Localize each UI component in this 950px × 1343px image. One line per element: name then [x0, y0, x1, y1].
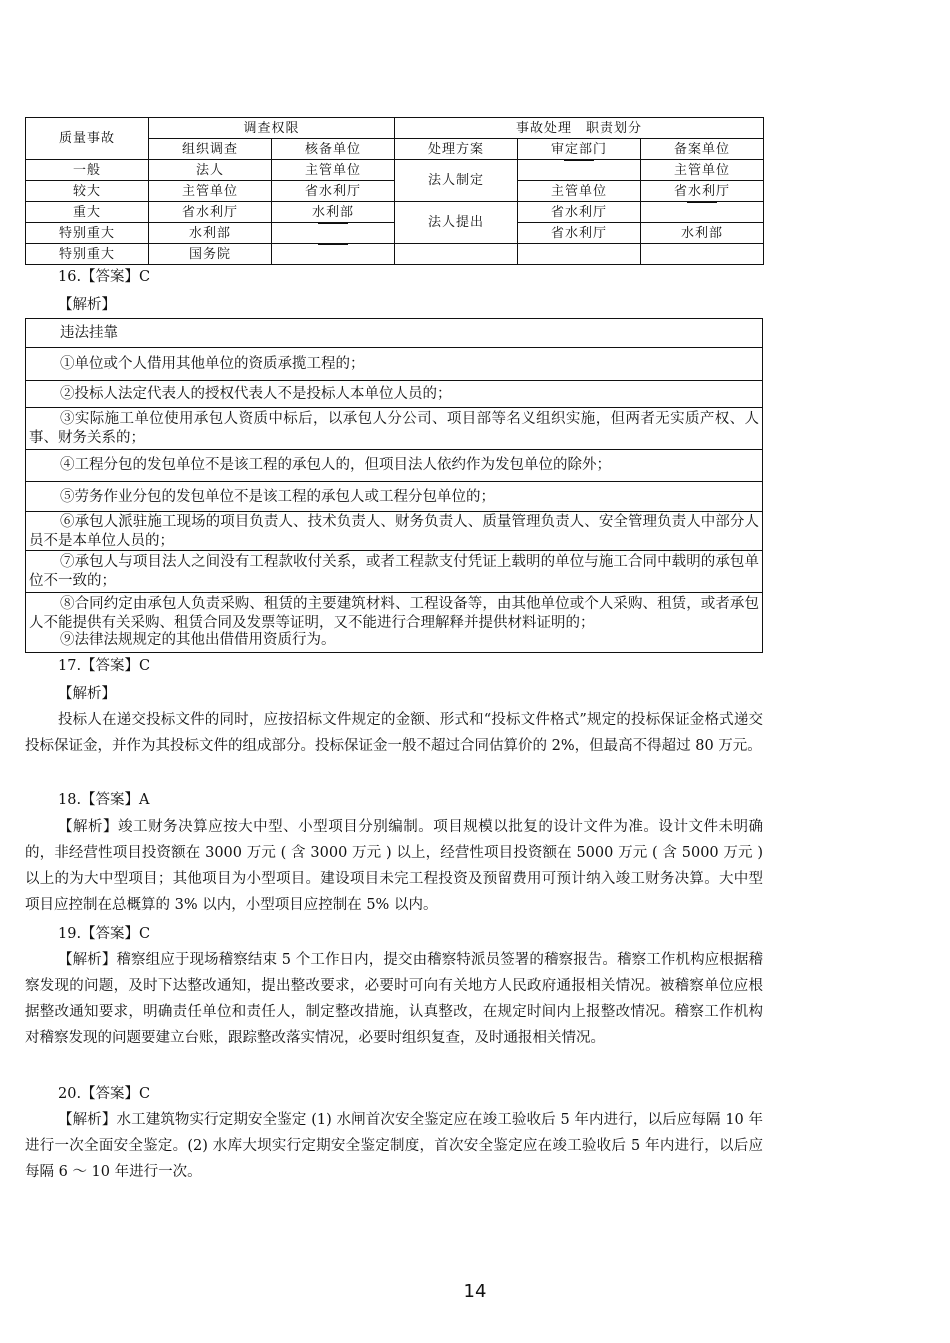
table-cell: 主管单位: [641, 160, 764, 181]
q17-answer: 17.【答案】C: [58, 658, 151, 674]
table-cell: 特别重大: [26, 223, 149, 244]
list-item: ③实际施工单位使用承包人资质中标后，以承包人分公司、项目部等名义组织实施，但两者无实质产权、人事、财务关系的；: [26, 408, 762, 450]
table-cell: 省水利厅: [518, 223, 641, 244]
table-cell: 省水利厅: [272, 181, 395, 202]
table-cell: [272, 244, 395, 265]
table-cell: 水利部: [641, 223, 764, 244]
subheader-record-unit: 核备单位: [272, 139, 395, 160]
table-cell: 省水利厅: [149, 202, 272, 223]
table-cell: 法人提出: [395, 202, 518, 244]
list-item: ①单位或个人借用其他单位的资质承揽工程的；: [26, 348, 762, 381]
list-item: ⑨法律法规规定的其他出借借用资质行为。: [60, 632, 336, 648]
table-row: [26, 244, 764, 265]
dash-mark: [318, 223, 348, 243]
q17-analysis-text: 投标人在递交投标文件的同时，应按招标文件规定的金额、形式和“投标文件格式”规定的投标保证金格式递交投标保证金，并作为其投标文件的组成部分。投标保证金一般不超过合同估算价的 2%，但最高不得超过 80 万元。: [25, 712, 763, 754]
table-cell: 法人制定: [395, 160, 518, 202]
table-cell: [641, 244, 764, 265]
quality-accident-table: [25, 117, 764, 265]
page-number: 14: [463, 1281, 487, 1302]
table-cell: 主管单位: [149, 181, 272, 202]
table-cell: 较大: [26, 181, 149, 202]
q19-answer: 19.【答案】C: [58, 926, 151, 942]
q20-answer: 20.【答案】C: [58, 1086, 151, 1102]
table-cell: 省水利厅: [518, 202, 641, 223]
list-item: ⑤劳务作业分包的发包单位不是该工程的承包人或工程分包单位的；: [26, 482, 762, 512]
q16-answer: 16.【答案】C: [58, 269, 151, 285]
subheader-handling-plan: 处理方案: [395, 139, 518, 160]
q20-analysis-text: 【解析】水工建筑物实行定期安全鉴定 (1) 水闸首次安全鉴定应在竣工验收后 5 年内进行，以后应每隔 10 年进行一次全面安全鉴定。(2) 水库大坝实行定期安全鉴定制度，首次安全鉴定应在竣工验收后 5 年内进行，以后应每隔 6 ～ 10 年进行一次。: [25, 1112, 763, 1180]
table-cell: 一般: [26, 160, 149, 181]
table-row: [26, 202, 764, 223]
list-item: ⑦承包人与项目法人之间没有工程款收付关系，或者工程款支付凭证上载明的单位与施工合同中载明的承包单位不一致的；: [26, 551, 762, 593]
list-item: ②投标人法定代表人的授权代表人不是投标人本单位人员的；: [26, 381, 762, 408]
table-cell: 国务院: [149, 244, 272, 265]
q16-analysis-label: 【解析】: [58, 297, 116, 313]
subheader-organize: 组织调查: [149, 139, 272, 160]
list-item: ⑧合同约定由承包人负责采购、租赁的主要建筑材料、工程设备等，由其他单位或个人采购、租赁，或者承包人不能提供有关采购、租赁合同及发票等证明，又不能进行合理解释并提供材料证明的；: [29, 596, 759, 631]
list-item: ⑥承包人派驻施工现场的项目负责人、技术负责人、财务负责人、质量管理负责人、安全管理负责人中部分人员不是本单位人员的；: [26, 512, 762, 551]
table-cell: 主管单位: [272, 160, 395, 181]
table-cell: [518, 244, 641, 265]
q17-analysis-label: 【解析】: [58, 686, 116, 702]
subheader-approve-dept: 审定部门: [518, 139, 641, 160]
q18-analysis-text: 【解析】竣工财务决算应按大中型、小型项目分别编制。项目规模以批复的设计文件为准。设计文件未明确的，非经营性项目投资额在 3000 万元 ( 含 3000 万元 ) 以上，经营性项目投资额在 5000 万元 ( 含 5000 万元 ) 以上的为大中型项目；其他项目为小型项目。建设项目未完工程投资及预留费用可预计纳入竣工财务决算。大中型项目应控制在总概算的 3% 以内，小型项目应控制在 5% 以内。: [25, 819, 763, 913]
table-cell: [641, 202, 764, 223]
violation-box: [25, 318, 763, 653]
header-accident-handling: 事故处理 职责划分: [395, 118, 764, 139]
header-investigation-authority: 调查权限: [149, 118, 395, 139]
table-row: [26, 160, 764, 181]
table-cell: 特别重大: [26, 244, 149, 265]
dash-mark: [687, 202, 717, 222]
list-item: ④工程分包的发包单位不是该工程的承包人的，但项目法人依约作为发包单位的除外；: [26, 450, 762, 482]
table-cell: 法人: [149, 160, 272, 181]
table-cell: 主管单位: [518, 181, 641, 202]
table-cell: 省水利厅: [641, 181, 764, 202]
table-cell: 水利部: [149, 223, 272, 244]
table-header-row: [26, 118, 764, 139]
dash-mark: [564, 160, 594, 180]
table-cell: [518, 160, 641, 181]
q18-answer: 18.【答案】A: [58, 792, 150, 808]
violation-title-row: [26, 319, 762, 348]
table-cell: 重大: [26, 202, 149, 223]
dash-mark: [318, 244, 348, 264]
violation-title: 违法挂靠: [60, 325, 118, 341]
subheader-file-unit: 备案单位: [641, 139, 764, 160]
table-cell: [395, 244, 518, 265]
table-cell: 水利部: [272, 202, 395, 223]
q19-analysis-text: 【解析】稽察组应于现场稽察结束 5 个工作日内，提交由稽察特派员签署的稽察报告。稽察工作机构应根据稽察发现的问题，及时下达整改通知，提出整改要求，必要时可向有关地方人民政府通报相关情况。被稽察单位应根据整改通知要求，明确责任单位和责任人，制定整改措施，认真整改，在规定时间内上报整改情况。稽察工作机构对稽察发现的问题要建立台账，跟踪整改落实情况，必要时组织复查，及时通报相关情况。: [25, 952, 763, 1046]
header-quality-accident: 质量事故: [26, 118, 149, 160]
table-cell: [272, 223, 395, 244]
